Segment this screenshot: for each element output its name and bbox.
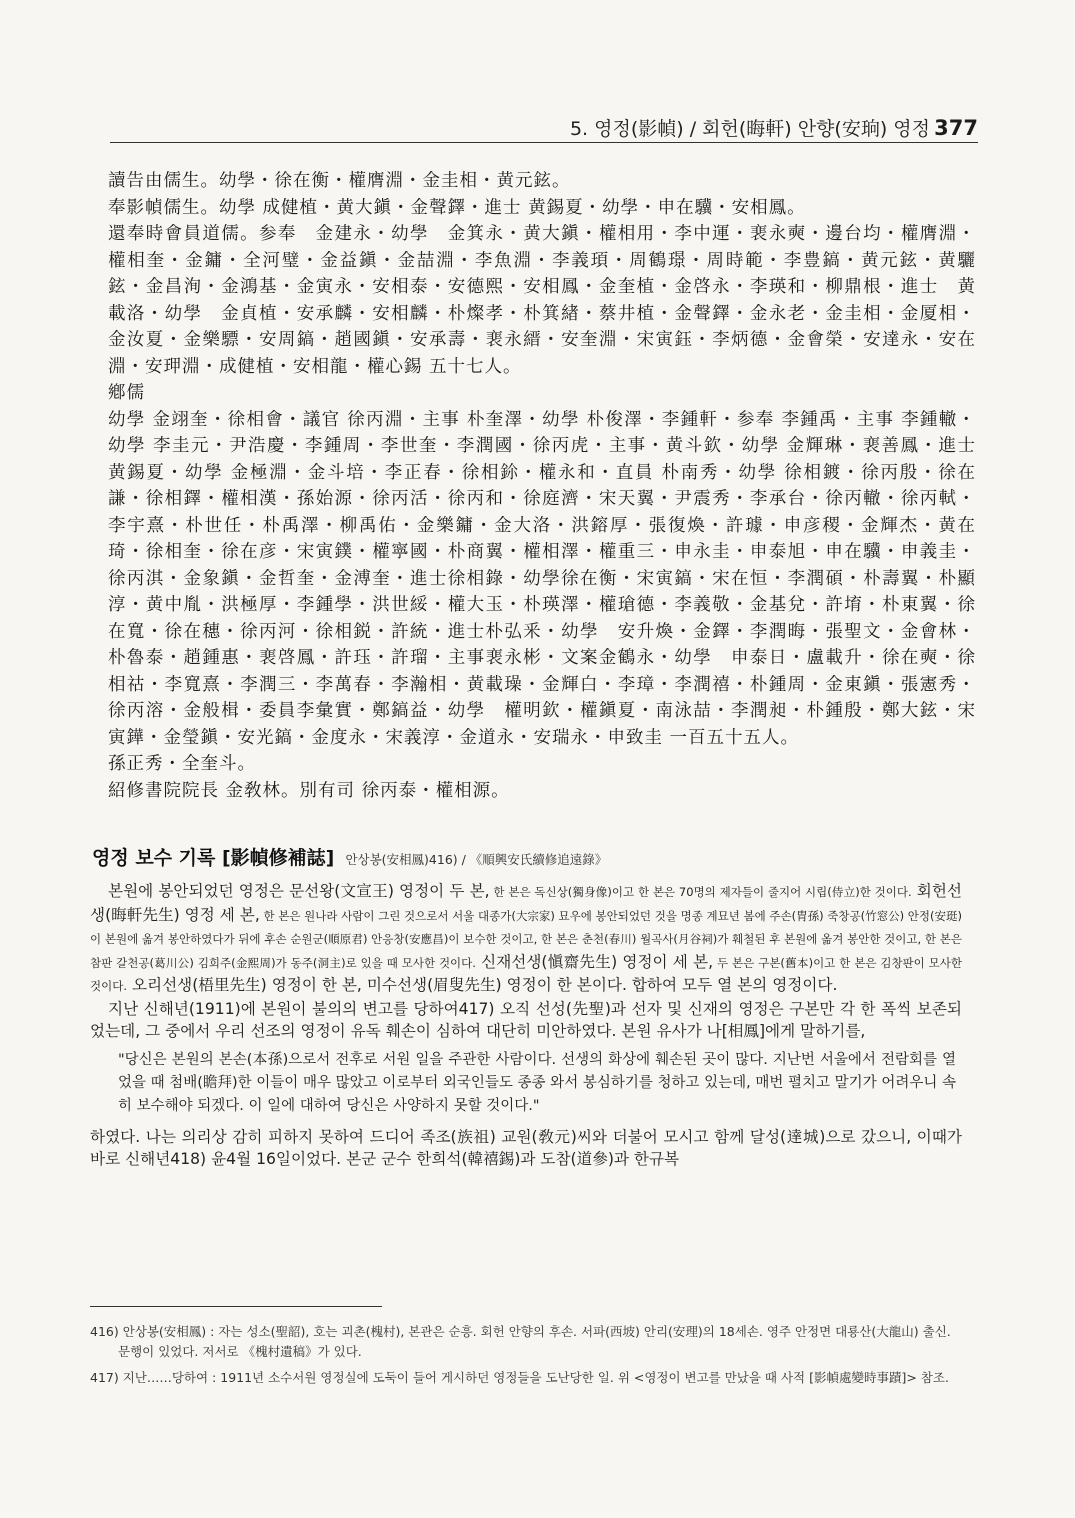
footnote-rule bbox=[90, 1306, 382, 1307]
body-text-run: 신재선생(愼齋先生) 영정이 세 본, bbox=[475, 952, 714, 971]
body-text-run: 오리선생(梧里先生) 영정이 한 본, 미수선생(眉叟先生) 영정이 한 본이다. 합하여 모두 열 본의 영정이다. bbox=[126, 976, 838, 994]
running-title: 5. 영정(影幀) / 회헌(晦軒) 안향(安珦) 영정 bbox=[569, 118, 930, 140]
body-text bbox=[90, 880, 962, 1171]
running-header bbox=[110, 112, 978, 146]
list-line-extra: 孫正秀・全奎斗。 bbox=[108, 754, 256, 774]
name-list bbox=[108, 168, 976, 804]
header-rule bbox=[110, 142, 978, 143]
list-line-local-heading: 鄕儒 bbox=[108, 383, 145, 403]
section-title: 영정 보수 기록 [影幀修補誌] bbox=[92, 847, 335, 869]
list-line-returning: 還奉時會員道儒。参奉 金建永・幼學 金箕永・黄大鎭・權相用・李中運・裵永奭・邊台均・權膺淵・權相奎・金鏞・全河璧・金益鎭・金喆淵・李魚淵・李義頊・周鶴璟・周時範・李豊鎬・黄元鉉・黄驪鉉・金昌洵・金鴻基・金寅永・安相泰・安德熙・安相鳳・金奎植・金啓永・李瑛和・柳鼎根・進士 黄載洛・幼學 金貞植・安承麟・安相麟・朴燦孝・朴箕緖・蔡井植・金聲鐸・金永老・金圭相・金厦相・金汝夏・金樂驃・安周鎬・趙國鎭・安承壽・裵永縉・安奎淵・宋寅鈺・李炳德・金會榮・安達永・安在淵・安玾淵・成健植・安相龍・權心錫 五十七人。 bbox=[108, 224, 976, 377]
body-paragraph bbox=[90, 880, 962, 998]
body-note-run: 두 본은 구본(舊本)이고 한 본은 김창판이 모사한 것이다. bbox=[90, 955, 962, 993]
page-number: 377 bbox=[934, 116, 978, 140]
footnotes bbox=[90, 1322, 962, 1394]
body-note-run: 한 본은 독신상(獨身像)이고 한 본은 70명의 제자들이 줄지어 시립(侍立)한 것이다. bbox=[489, 885, 912, 899]
list-line-officers: 紹修書院院長 金敎林。別有司 徐丙泰・權相源。 bbox=[108, 780, 510, 801]
list-line-local-scholars: 幼學 金翊奎・徐相會・議官 徐丙淵・主事 朴奎澤・幼學 朴俊澤・李鍾軒・参奉 李鍾禹・主事 李鍾轍・幼學 李圭元・尹浩慶・李鍾周・李世奎・李潤國・徐丙虎・主事・黄斗欽・幼學 金輝琳・裵善鳳・進士 黄錫夏・幼學 金極淵・金斗培・李正春・徐相鉩・權永和・直員 朴南秀・幼學 徐相鍍・徐丙殷・徐在謙・徐相鐸・權相漢・孫始源・徐丙活・徐丙和・徐庭濟・宋天翼・尹震秀・李承台・徐丙轍・徐丙軾・李宇熹・朴世任・朴禹澤・柳禹佑・金樂鏞・金大洛・洪鎔厚・張復煥・許璩・申彦稷・金輝杰・黄在琦・徐相奎・徐在彦・宋寅鏷・權寧國・朴商翼・權相澤・權重三・申永圭・申泰旭・申在驥・申義圭・徐丙淇・金象鎭・金哲奎・金溥奎・進士徐相錄・幼學徐在衡・宋寅鎬・宋在恒・李潤碩・朴壽翼・朴顯淳・黄中胤・洪極厚・李鍾學・洪世綏・權大玉・朴瑛澤・權瑲德・李義敬・金基兌・許堉・朴東翼・徐在寬・徐在穗・徐丙河・徐相鋭・許統・進士朴弘釆・幼學 安升煥・金鐸・李潤晦・張聖文・金會林・朴魯泰・趙鍾惠・裵啓鳳・許珏・許瑠・主事裵永彬・文案金鶴永・幼學 申泰日・盧載升・徐在奭・徐相祜・李寬熹・李潤三・李萬春・李瀚相・黄載璪・金輝白・李璋・李潤禧・朴鍾周・金東鎭・張憲秀・徐丙溶・金般楫・委員李彙實・鄭鎬益・幼學 權明欽・權鎭夏・南泳喆・李潤昶・朴鍾殷・鄭大鉉・宋寅鏵・金瑩鎭・安光鎬・金度永・宋義淳・金道永・安瑞永・申致圭 一百五十五人。 bbox=[108, 409, 976, 748]
footnote-416: 416) 안상봉(安相鳳) : 자는 성소(聖韶), 호는 괴촌(槐村), 본관은 순흥. 회헌 안향의 후손. 서파(西坡) 안리(安理)의 18세손. 영주 안정면 대룡산(大龍山) 출신. 문행이 있었다. 저서로 《槐村遺稿》가 있다. bbox=[90, 1324, 951, 1359]
section-heading bbox=[92, 843, 972, 870]
body-text-run: 본원에 봉안되었던 영정은 문선왕(文宣王) 영정이 두 본, bbox=[108, 882, 490, 900]
block-quote: "당신은 본원의 본손(本孫)으로서 전후로 서원 일을 주관한 사람이다. 선생의 화상에 훼손된 곳이 많다. 지난번 서울에서 전람회를 열었을 때 첨배(瞻拜)한 이들이 매우 많았고 이로부터 외국인들도 종종 와서 봉심하기를 청하고 있는데, 매번 펼치고 말기가 어려우니 속히 보수해야 되겠다. 이 일에 대하여 당신은 사양하지 못할 것이다." bbox=[118, 1051, 956, 1114]
body-note-run: 한 본은 원나라 사람이 그린 것으로서 서울 대종가(大宗家) 묘우에 봉안되었던 것을 명종 계묘년 봄에 주손(胄孫) 죽창공(竹窓公) 안정(安珽)이 본원에 옮겨 봉안하였다가 뒤에 후손 순원군(順原君) 안응창(安應昌)이 보수한 것이고, 한 본은 춘천(春川) 월곡사(月谷祠)가 훼철된 후 본원에 옮겨 봉안한 것이고, 한 본은 참판 갈천공(葛川公) 김희주(金熙周)가 동주(洞主)로 있을 때 모사한 것이다. bbox=[90, 908, 962, 970]
body-paragraph: 하였다. 나는 의리상 감히 피하지 못하여 드디어 족조(族祖) 교원(敎元)씨와 더불어 모시고 함께 달성(達城)으로 갔으니, 이때가 바로 신해년418) 윤4월 16일이었다. 본군 군수 한희석(韓禧錫)과 도참(道參)과 한규복 bbox=[90, 1127, 962, 1168]
body-paragraph: 지난 신해년(1911)에 본원이 불의의 변고를 당하여417) 오직 선성(先聖)과 선자 및 신재의 영정은 구본만 각 한 폭씩 보존되었는데, 그 중에서 우리 선조의 영정이 유독 훼손이 심하여 대단히 미안하였다. 본원 유사가 나[相鳳]에게 말하기를, bbox=[90, 999, 962, 1040]
list-line-bearers: 奉影幀儒生。幼學 成健植・黄大鎭・金聲鐸・進士 黄錫夏・幼學・申在驥・安相鳳。 bbox=[108, 197, 806, 218]
section-source: 안상봉(安相鳳)416) / 《順興安氏續修追遠錄》 bbox=[345, 852, 608, 867]
footnote-417: 417) 지난……당하여 : 1911년 소수서원 영정실에 도둑이 들어 게시하던 영정들을 도난당한 일. 위 <영정이 변고를 만났을 때 사적 [影幀處變時事蹟]> 참조. bbox=[90, 1370, 949, 1385]
list-line-readers: 讀告由儒生。幼學・徐在衡・權膺淵・金圭相・黄元鉉。 bbox=[108, 171, 571, 191]
body-text-run: 회헌선생(晦軒先生) 영정 세 본, bbox=[90, 882, 962, 924]
